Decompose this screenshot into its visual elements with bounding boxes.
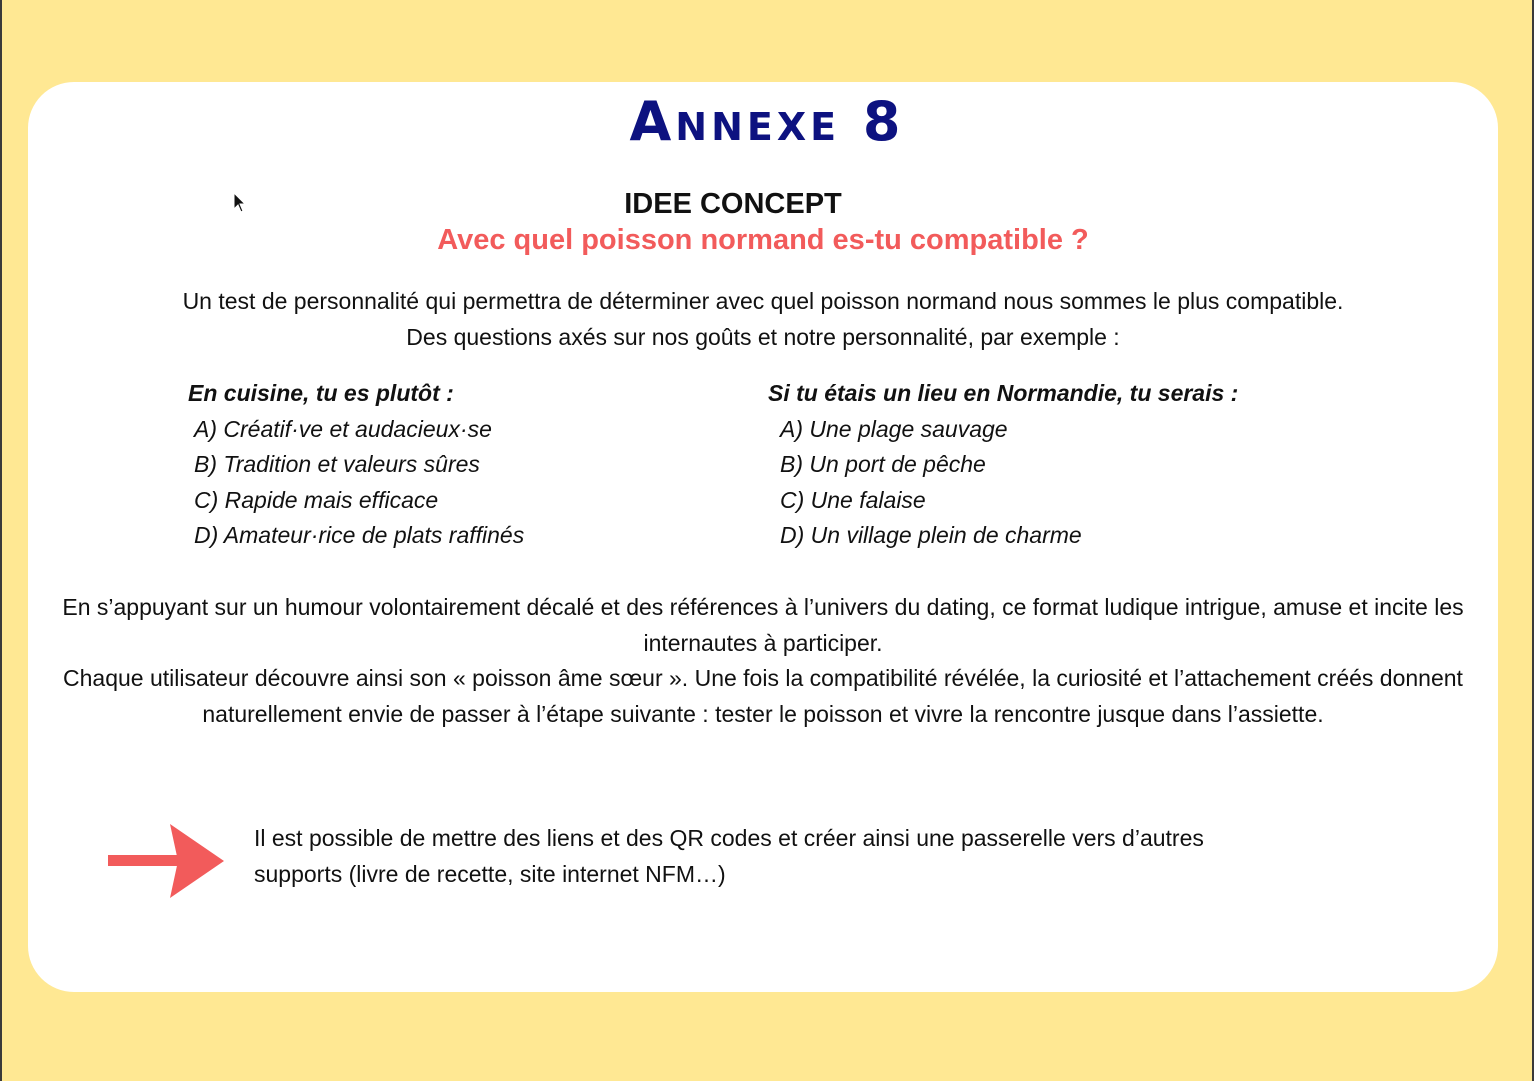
question-option: C) Rapide mais efficace xyxy=(194,486,439,513)
question-option: C) Une falaise xyxy=(780,486,926,513)
question-option: A) Une plage sauvage xyxy=(780,415,1008,442)
description-text xyxy=(28,590,1498,732)
arrow-right-icon xyxy=(108,824,226,898)
question-option: D) Amateur·rice de plats raffinés xyxy=(194,522,525,548)
intro-line-2: Des questions axés sur nos goûts et notre personnalité, par exemple : xyxy=(406,324,1120,350)
question-block-cuisine xyxy=(188,376,728,554)
left-edge xyxy=(0,0,2,1081)
intro-line-1: Un test de personnalité qui permettra de déterminer avec quel poisson normand nous sommes le plus compatible. xyxy=(182,288,1344,314)
description-paragraph-1: En s’appuyant sur un humour volontairement décalé et des références à l’univers du dating, ce format ludique intrigue, amuse et incite les internautes à participer. xyxy=(62,594,1464,656)
note-line-1: Il est possible de mettre des liens et des QR codes et créer ainsi une passerelle vers d’autres xyxy=(254,825,1204,851)
question-label: En cuisine, tu es plutôt : xyxy=(188,380,454,406)
question-option: A) Créatif·ve et audacieux·se xyxy=(194,415,492,442)
note-text xyxy=(254,821,1384,892)
page-title: Annexe 8 xyxy=(629,90,905,153)
concept-heading: IDEE CONCEPT xyxy=(624,188,842,220)
question-option: B) Tradition et valeurs sûres xyxy=(194,451,480,477)
question-option: B) Un port de pêche xyxy=(780,451,986,477)
question-block-lieu xyxy=(768,376,1368,554)
concept-subtitle: Avec quel poisson normand es-tu compatible ? xyxy=(437,224,1089,256)
question-option: D) Un village plein de charme xyxy=(780,522,1082,548)
description-paragraph-2: Chaque utilisateur découvre ainsi son « poisson âme sœur ». Une fois la compatibilité révélée, la curiosité et l’attachement créés donnent naturellement envie de passer à l’étape suivante : tester le poisson et vivre la rencontre jusque dans l’assiette. xyxy=(63,665,1463,727)
intro-text xyxy=(28,283,1498,355)
question-label: Si tu étais un lieu en Normandie, tu serais : xyxy=(768,380,1239,406)
note-line-2: supports (livre de recette, site internet NFM…) xyxy=(254,860,726,887)
